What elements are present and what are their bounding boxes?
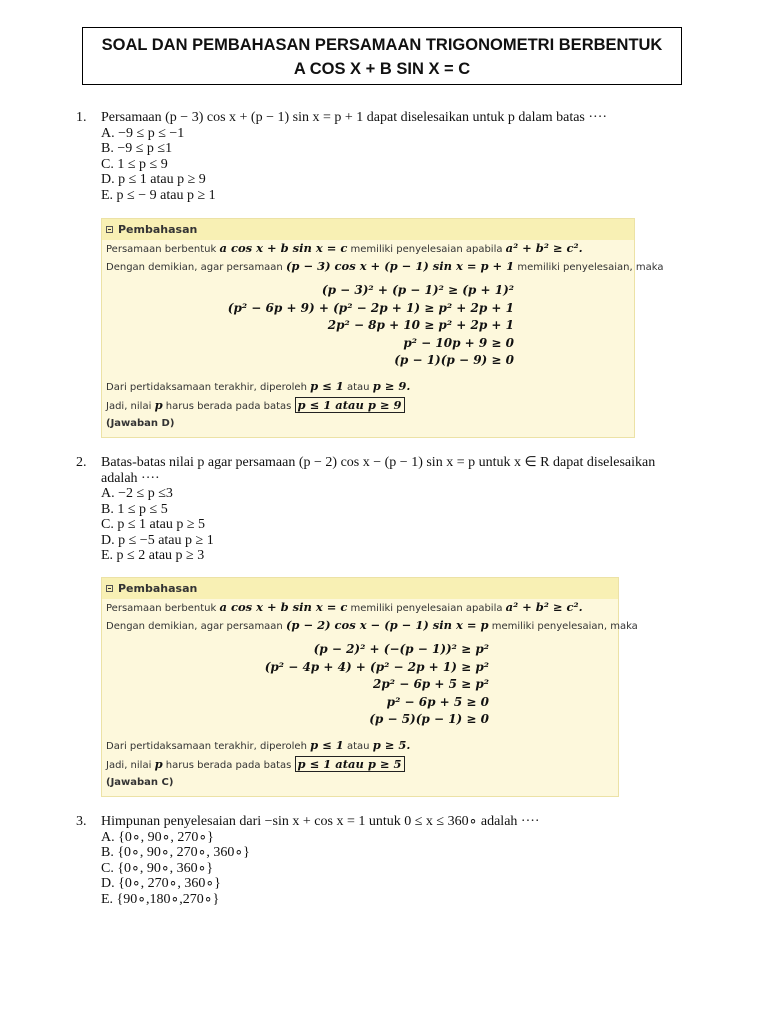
option-d: D. {0∘, 270∘, 360∘} <box>101 876 221 891</box>
option-d: D. p ≤ 1 atau p ≥ 9 <box>101 172 206 187</box>
pembahasan-header[interactable] <box>102 578 618 599</box>
text: Persamaan berbentuk <box>106 603 217 614</box>
text: Jadi, nilai <box>106 759 152 771</box>
equation: (p − 5)(p − 1) ≥ 0 <box>369 712 489 726</box>
math: (p − 3) cos x + (p − 1) sin x = p + 1 <box>285 259 515 273</box>
title-line-1: SOAL DAN PEMBAHASAN PERSAMAAN TRIGONOMETRI BERBENTUK <box>101 36 663 54</box>
explanation-line <box>102 617 638 635</box>
math: p <box>154 397 163 412</box>
math: (p − 2) cos x − (p − 1) sin x = p <box>285 618 489 632</box>
equation-block <box>102 282 514 370</box>
option-b: B. {0∘, 90∘, 270∘, 360∘} <box>101 845 250 860</box>
text: Persamaan berbentuk <box>106 244 217 255</box>
math: a² + b² ≥ c². <box>505 600 583 614</box>
explanation-line <box>102 258 664 276</box>
math: p ≤ 1 <box>310 378 344 393</box>
text: Dengan demikian, agar persamaan <box>106 262 283 273</box>
text: memiliki penyelesaian, maka <box>517 262 664 273</box>
text: memiliki penyelesaian apabila <box>350 244 503 255</box>
collapse-icon[interactable] <box>106 585 113 592</box>
question-number: 3. <box>76 814 87 829</box>
question-text-cont: adalah ···· <box>101 470 160 486</box>
question-text: Himpunan penyelesaian dari −sin x + cos x = 1 untuk 0 ≤ x ≤ 360∘ adalah ···· <box>101 814 540 829</box>
option-e: E. p ≤ − 9 atau p ≥ 1 <box>101 187 216 203</box>
pembahasan-title: Pembahasan <box>118 223 198 236</box>
pembahasan-box <box>101 577 638 797</box>
equation: (p − 1)(p − 9) ≥ 0 <box>394 353 514 367</box>
equation: (p − 2)² + (−(p − 1))² ≥ p² <box>313 642 489 656</box>
pembahasan-title: Pembahasan <box>118 582 198 595</box>
equation: p² − 6p + 5 ≥ 0 <box>386 694 489 709</box>
question-number: 2. <box>76 455 87 470</box>
pembahasan-box <box>101 218 664 438</box>
question-3 <box>76 814 540 907</box>
equation-block <box>102 641 489 729</box>
math: a cos x + b sin x = c <box>219 600 348 614</box>
text: atau <box>346 740 370 752</box>
option-e: E. p ≤ 2 atau p ≥ 3 <box>101 548 205 563</box>
option-c: C. {0∘, 90∘, 360∘} <box>101 860 214 876</box>
page-title <box>82 27 682 85</box>
equation: (p² − 6p + 9) + (p² − 2p + 1) ≥ p² + 2p + 1 <box>227 300 514 315</box>
math: p <box>154 756 163 771</box>
text: Dari pertidaksamaan terakhir, diperoleh <box>106 740 307 752</box>
text: Jadi, nilai <box>106 400 152 412</box>
option-a: A. −2 ≤ p ≤3 <box>101 486 173 501</box>
question-number: 1. <box>76 110 87 125</box>
text: atau <box>346 381 370 393</box>
text: harus berada pada batas <box>165 400 292 412</box>
pembahasan-header[interactable] <box>102 219 634 240</box>
equation: (p² − 4p + 4) + (p² − 2p + 1) ≥ p² <box>264 659 489 674</box>
math: p ≥ 5. <box>372 737 411 752</box>
question-1 <box>76 110 607 203</box>
math: a cos x + b sin x = c <box>219 241 348 255</box>
text: memiliki penyelesaian apabila <box>350 603 503 614</box>
question-2 <box>76 455 655 564</box>
equation: p² − 10p + 9 ≥ 0 <box>403 335 514 350</box>
math: a² + b² ≥ c². <box>505 241 583 255</box>
explanation-line <box>102 599 618 617</box>
option-d: D. p ≤ −5 atau p ≥ 1 <box>101 532 214 548</box>
option-b: B. 1 ≤ p ≤ 5 <box>101 501 168 517</box>
text: memiliki penyelesaian, maka <box>491 621 638 632</box>
conclusion-line <box>102 755 618 775</box>
conclusion-line <box>102 737 618 755</box>
explanation-line <box>102 240 634 258</box>
answer-label: (Jawaban D) <box>106 417 175 429</box>
option-b: B. −9 ≤ p ≤1 <box>101 141 173 156</box>
answer-label: (Jawaban C) <box>106 776 174 788</box>
question-text: Persamaan (p − 3) cos x + (p − 1) sin x = p + 1 dapat diselesaikan untuk p dalam batas ···· <box>101 110 608 125</box>
equation: (p − 3)² + (p − 1)² ≥ (p + 1)² <box>321 283 514 297</box>
question-text: Batas-batas nilai p agar persamaan (p − 2) cos x − (p − 1) sin x = p untuk x ∈ R dapat diselesaikan <box>101 455 656 470</box>
option-a: A. −9 ≤ p ≤ −1 <box>101 125 185 141</box>
answer-box: p ≤ 1 atau p ≥ 9 <box>295 397 405 413</box>
option-c: C. p ≤ 1 atau p ≥ 5 <box>101 517 206 532</box>
equation: 2p² − 8p + 10 ≥ p² + 2p + 1 <box>327 318 514 332</box>
option-c: C. 1 ≤ p ≤ 9 <box>101 156 168 172</box>
collapse-icon[interactable] <box>106 226 113 233</box>
title-line-2: A COS X + B SIN X = C <box>293 60 471 78</box>
math: p ≤ 1 <box>310 737 344 752</box>
answer-box: p ≤ 1 atau p ≥ 5 <box>295 756 405 772</box>
text: Dari pertidaksamaan terakhir, diperoleh <box>106 381 307 393</box>
option-e: E. {90∘,180∘,270∘} <box>101 891 220 907</box>
text: harus berada pada batas <box>165 759 292 771</box>
conclusion-line <box>102 396 634 416</box>
option-a: A. {0∘, 90∘, 270∘} <box>101 829 214 845</box>
equation: 2p² − 6p + 5 ≥ p² <box>373 677 489 691</box>
conclusion-line <box>102 378 634 396</box>
text: Dengan demikian, agar persamaan <box>106 621 283 632</box>
math: p ≥ 9. <box>372 378 411 393</box>
